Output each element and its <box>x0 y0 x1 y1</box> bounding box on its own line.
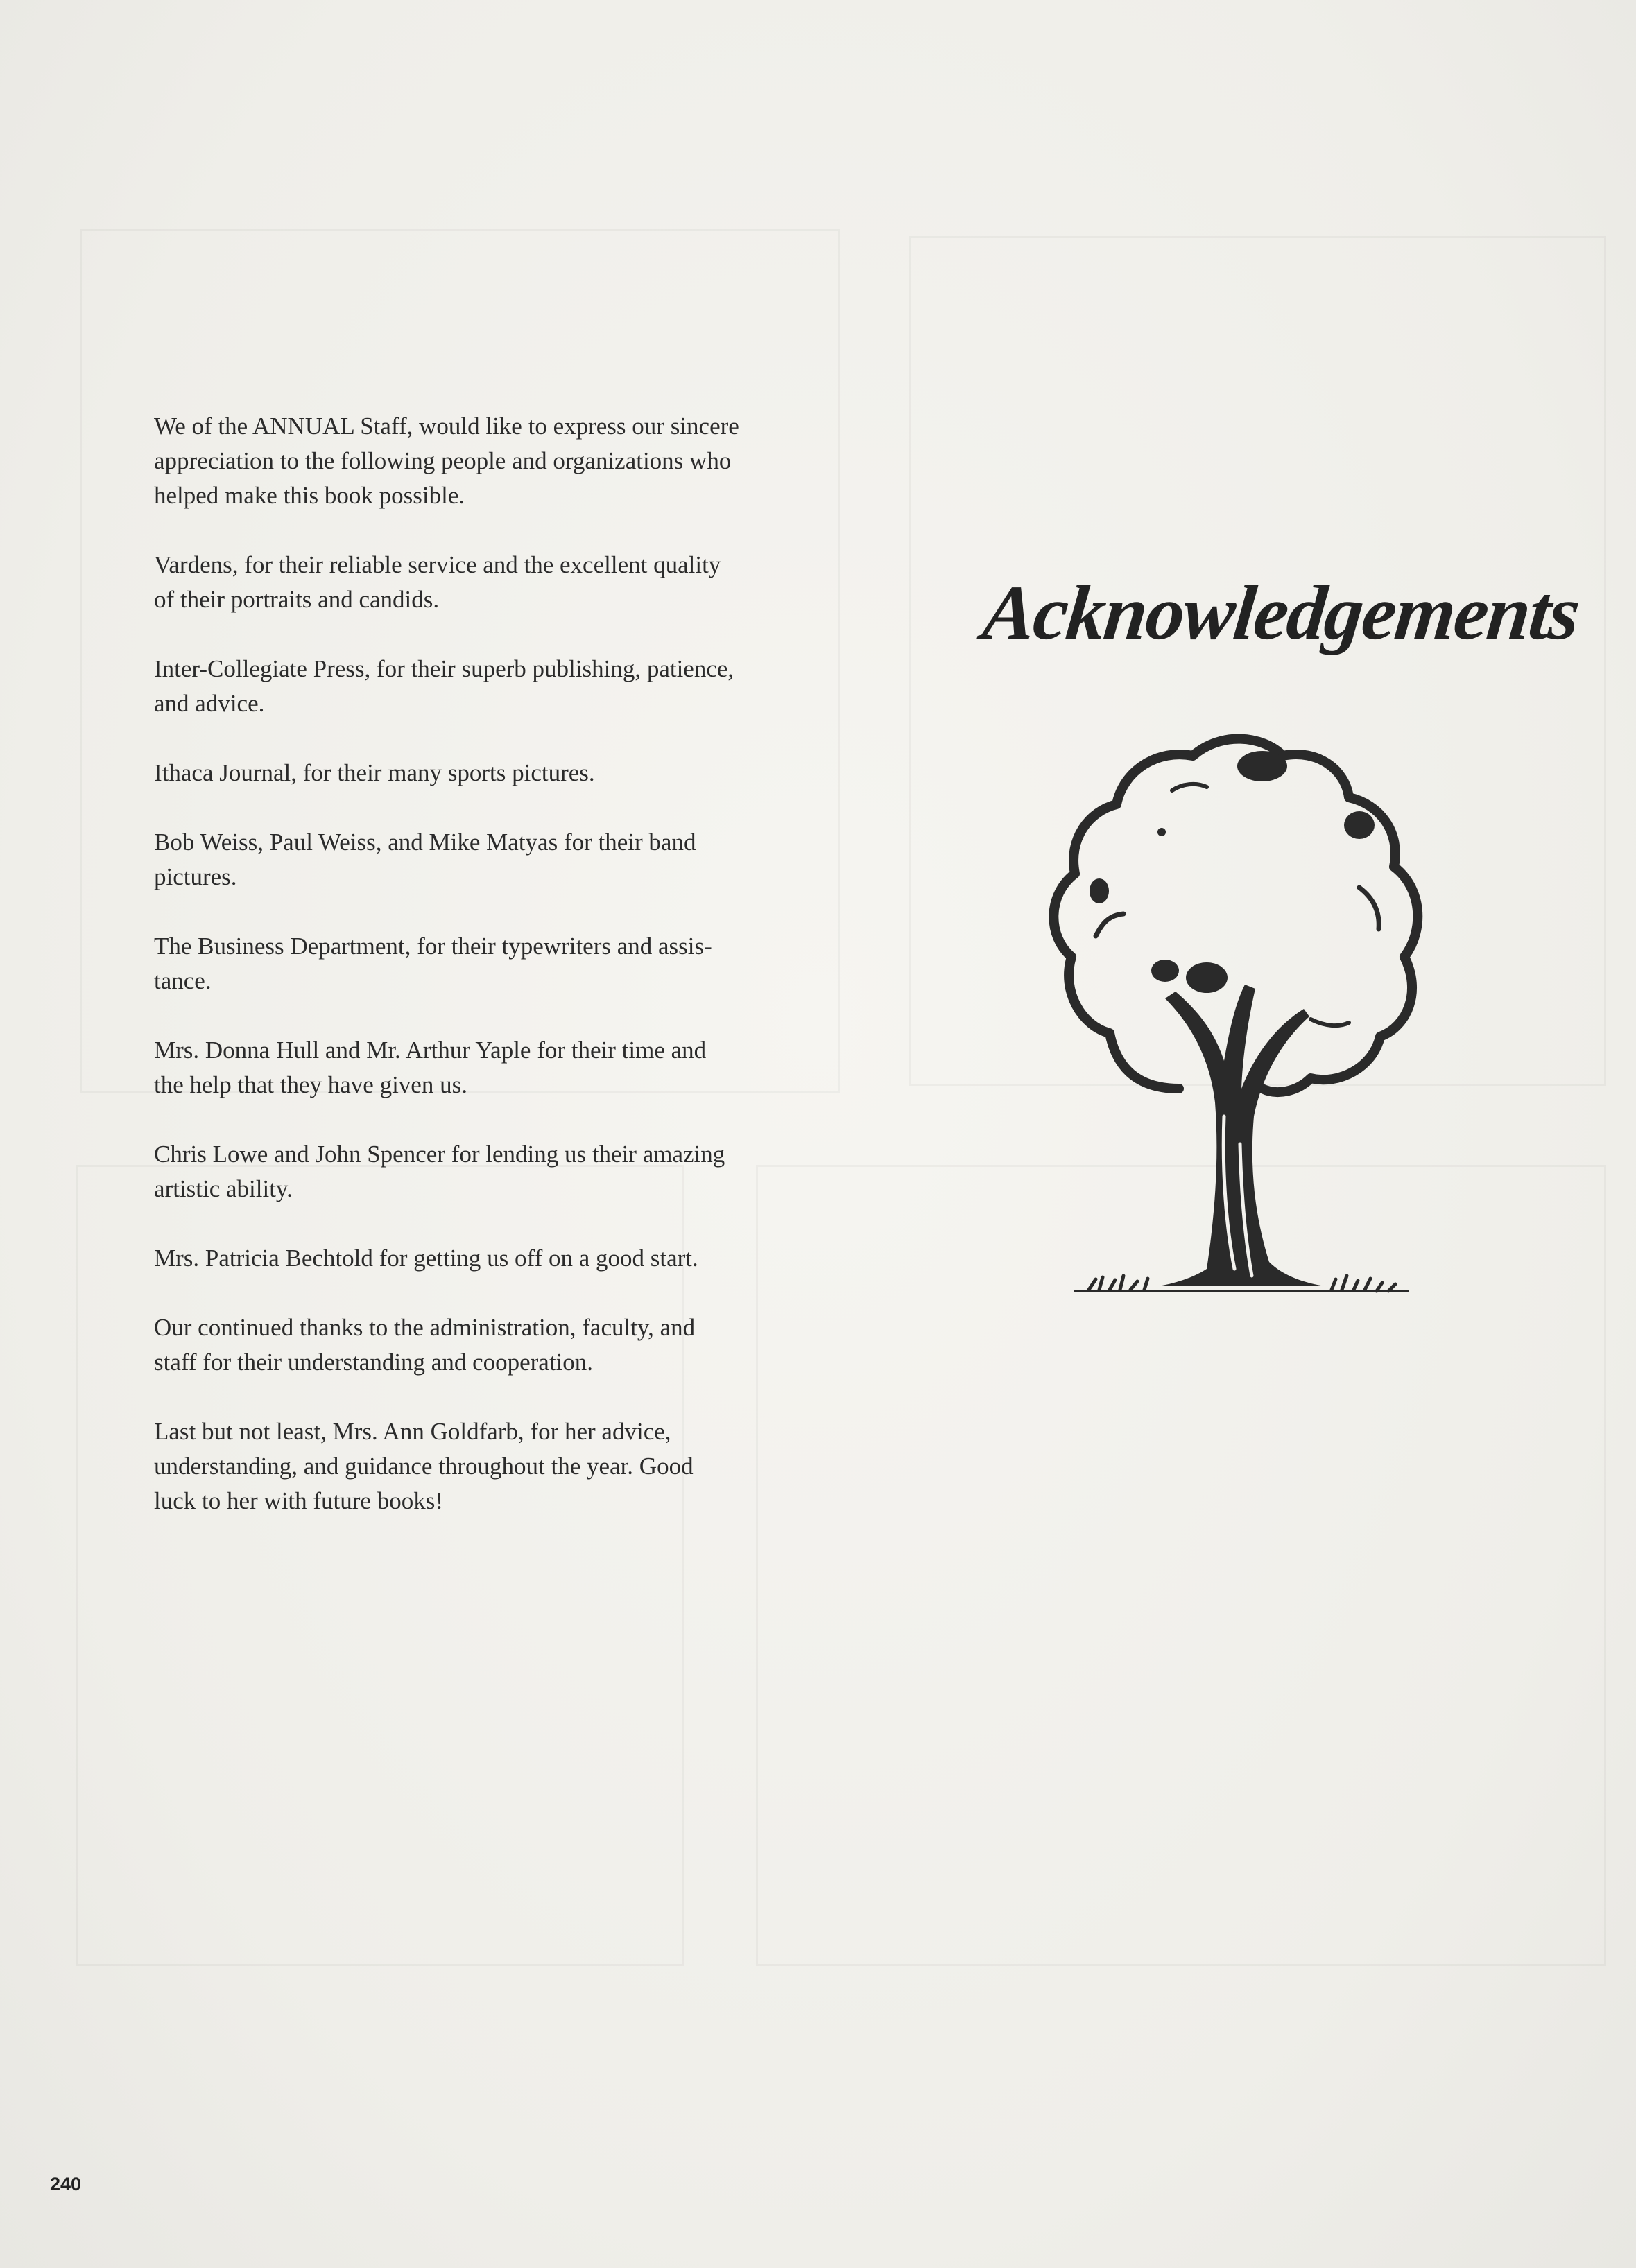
paragraph-hull-yaple: Mrs. Donna Hull and Mr. Arthur Yaple for their time and the help that they have given us. <box>154 1037 707 1098</box>
acknowledgement-text <box>154 409 861 1553</box>
paragraph-administration: Our continued thanks to the administration, faculty, and staff for their understanding and cooperation. <box>154 1314 696 1376</box>
paragraph-goldfarb: Last but not least, Mrs. Ann Goldfarb, for her advice, understanding, and guidance throughout the year. Good luck to her with future books! <box>154 1418 694 1514</box>
tree-trunk <box>1158 985 1325 1286</box>
tree-illustration <box>1033 728 1449 1324</box>
paragraph-business-department: The Business Department, for their typewriters and assis- tance. <box>154 933 712 994</box>
paragraph-intro: We of the ANNUAL Staff, would like to express our sincere appreciation to the following people and organizations who helped make this book possible. <box>154 413 739 509</box>
paragraph-bechtold: Mrs. Patricia Bechtold for getting us off on a good start. <box>154 1245 698 1272</box>
paragraph-ithaca-journal: Ithaca Journal, for their many sports pictures. <box>154 759 595 786</box>
paragraph-band-pictures: Bob Weiss, Paul Weiss, and Mike Matyas for their band pictures. <box>154 829 696 890</box>
paragraph-lowe-spencer: Chris Lowe and John Spencer for lending us their amazing artistic ability. <box>154 1141 725 1202</box>
paragraph-intercollegiate-press: Inter-Collegiate Press, for their superb publishing, patience, and advice. <box>154 655 734 717</box>
page-number: 240 <box>50 2174 82 2195</box>
page-title: Acknowledgements <box>979 570 1583 656</box>
paragraph-vardens: Vardens, for their reliable service and the excellent quality of their portraits and candids. <box>154 551 721 613</box>
